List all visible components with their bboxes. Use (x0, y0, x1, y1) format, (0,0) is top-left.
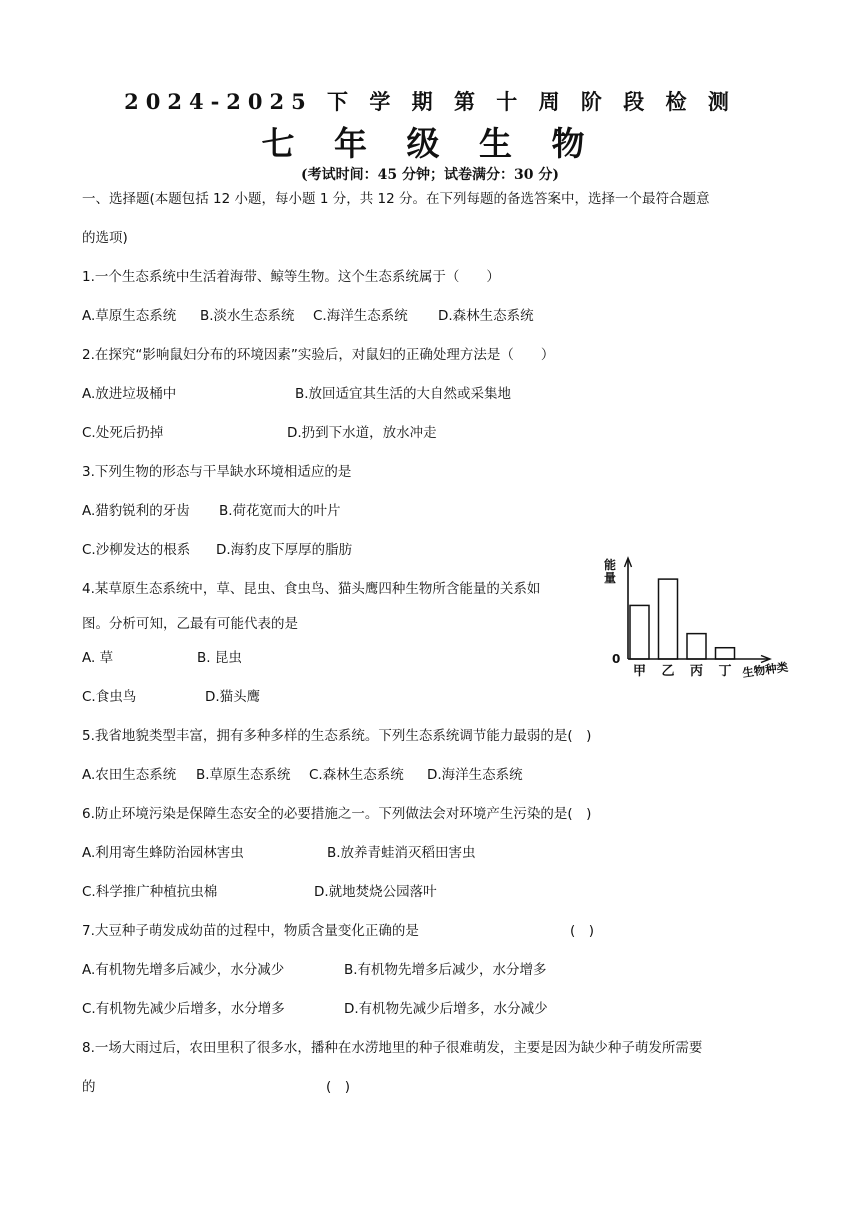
exam-info: (考试时间：45 分钟；试卷满分：30 分) (301, 167, 559, 183)
chart-ylabel: 能量 (604, 558, 617, 585)
question-7-answer-paren[interactable]: ( ) (570, 923, 595, 939)
q3-option-b[interactable]: B.荷花宽而大的叶片 (219, 503, 341, 519)
q4-option-d[interactable]: D.猫头鹰 (205, 689, 261, 705)
q7-option-c[interactable]: C.有机物先减少后增多，水分增多 (82, 1001, 285, 1017)
q6-option-b[interactable]: B.放养青蛙消灭稻田害虫 (327, 845, 476, 861)
q1-option-a[interactable]: A.草原生态系统 (82, 308, 177, 324)
exam-title: 2024-2025 下 学 期 第 十 周 阶 段 检 测 (124, 89, 736, 114)
q3-option-d[interactable]: D.海豹皮下厚厚的脂肪 (216, 542, 353, 558)
q4-option-b[interactable]: B. 昆虫 (197, 650, 242, 666)
q7-option-a[interactable]: A.有机物先增多后减少，水分减少 (82, 962, 285, 978)
tick-label-3: 丙 (689, 664, 704, 679)
q5-option-d[interactable]: D.海洋生态系统 (427, 767, 523, 783)
chart-bars (630, 579, 735, 659)
q5-option-c[interactable]: C.森林生态系统 (309, 767, 404, 783)
q2-option-c[interactable]: C.处死后扔掉 (82, 425, 164, 441)
q1-option-d[interactable]: D.森林生态系统 (438, 308, 534, 324)
tick-label-1: 甲 (632, 664, 647, 679)
q2-option-b[interactable]: B.放回适宜其生活的大自然或采集地 (295, 386, 512, 402)
question-8-stem-line1: 8.一场大雨过后，农田里积了很多水，播种在水涝地里的种子很难萌发，主要是因为缺少种子萌发所需要 (82, 1040, 703, 1056)
section-intro-line2: 的选项) (82, 230, 128, 246)
chart-xlabel: 生物种类 (741, 659, 789, 680)
question-4-stem-line1: 4.某草原生态系统中，草、昆虫、食虫鸟、猫头鹰四种生物所含能量的关系如 (82, 581, 541, 597)
q6-option-c[interactable]: C.科学推广种植抗虫棉 (82, 884, 218, 900)
q4-option-c[interactable]: C.食虫鸟 (82, 689, 137, 705)
bar-3 (687, 634, 706, 659)
q3-option-a[interactable]: A.猎豹锐利的牙齿 (82, 503, 190, 519)
question-6-stem: 6.防止环境污染是保障生态安全的必要措施之一。下列做法会对环境产生污染的是( ) (82, 806, 592, 822)
question-4-stem-line2: 图。分析可知，乙最有可能代表的是 (82, 616, 298, 632)
q6-option-a[interactable]: A.利用寄生蜂防治园林害虫 (82, 845, 244, 861)
bar-1 (630, 605, 649, 659)
energy-bar-chart (600, 555, 800, 685)
question-3-stem: 3.下列生物的形态与干旱缺水环境相适应的是 (82, 464, 352, 480)
question-2-stem: 2.在探究“影响鼠妇分布的环境因素”实验后，对鼠妇的正确处理方法是（ ） (82, 347, 555, 363)
tick-label-4: 丁 (718, 664, 732, 679)
q4-option-a[interactable]: A. 草 (82, 650, 114, 666)
bar-2 (659, 579, 678, 659)
q1-option-b[interactable]: B.淡水生态系统 (200, 308, 295, 324)
q7-option-b[interactable]: B.有机物先增多后减少，水分增多 (344, 962, 547, 978)
q5-option-a[interactable]: A.农田生态系统 (82, 767, 177, 783)
q1-option-c[interactable]: C.海洋生态系统 (313, 308, 408, 324)
q7-option-d[interactable]: D.有机物先减少后增多，水分减少 (344, 1001, 548, 1017)
bar-4 (716, 648, 735, 659)
chart-origin-label: 0 (612, 652, 621, 666)
question-7-stem: 7.大豆种子萌发成幼苗的过程中，物质含量变化正确的是 (82, 923, 419, 939)
q2-option-a[interactable]: A.放进垃圾桶中 (82, 386, 177, 402)
chart-tick-labels (633, 664, 732, 679)
energy-chart-svg (600, 555, 800, 685)
question-1-stem: 1.一个生态系统中生活着海带、鲸等生物。这个生态系统属于（ ） (82, 269, 500, 285)
section-intro-line1: 一、选择题(本题包括 12 小题，每小题 1 分，共 12 分。在下列每题的备选答案中，选择一个最符合题意 (82, 191, 710, 207)
q2-option-d[interactable]: D.扔到下水道，放水冲走 (287, 425, 437, 441)
q5-option-b[interactable]: B.草原生态系统 (196, 767, 291, 783)
question-8-answer-paren[interactable]: ( ) (326, 1079, 351, 1095)
q6-option-d[interactable]: D.就地焚烧公园落叶 (314, 884, 437, 900)
q3-option-c[interactable]: C.沙柳发达的根系 (82, 542, 191, 558)
question-8-stem-line2: 的 (82, 1079, 96, 1095)
tick-label-2: 乙 (661, 664, 675, 679)
question-5-stem: 5.我省地貌类型丰富，拥有多种多样的生态系统。下列生态系统调节能力最弱的是( ) (82, 728, 592, 744)
subject-title: 七 年 级 生 物 (261, 124, 599, 163)
